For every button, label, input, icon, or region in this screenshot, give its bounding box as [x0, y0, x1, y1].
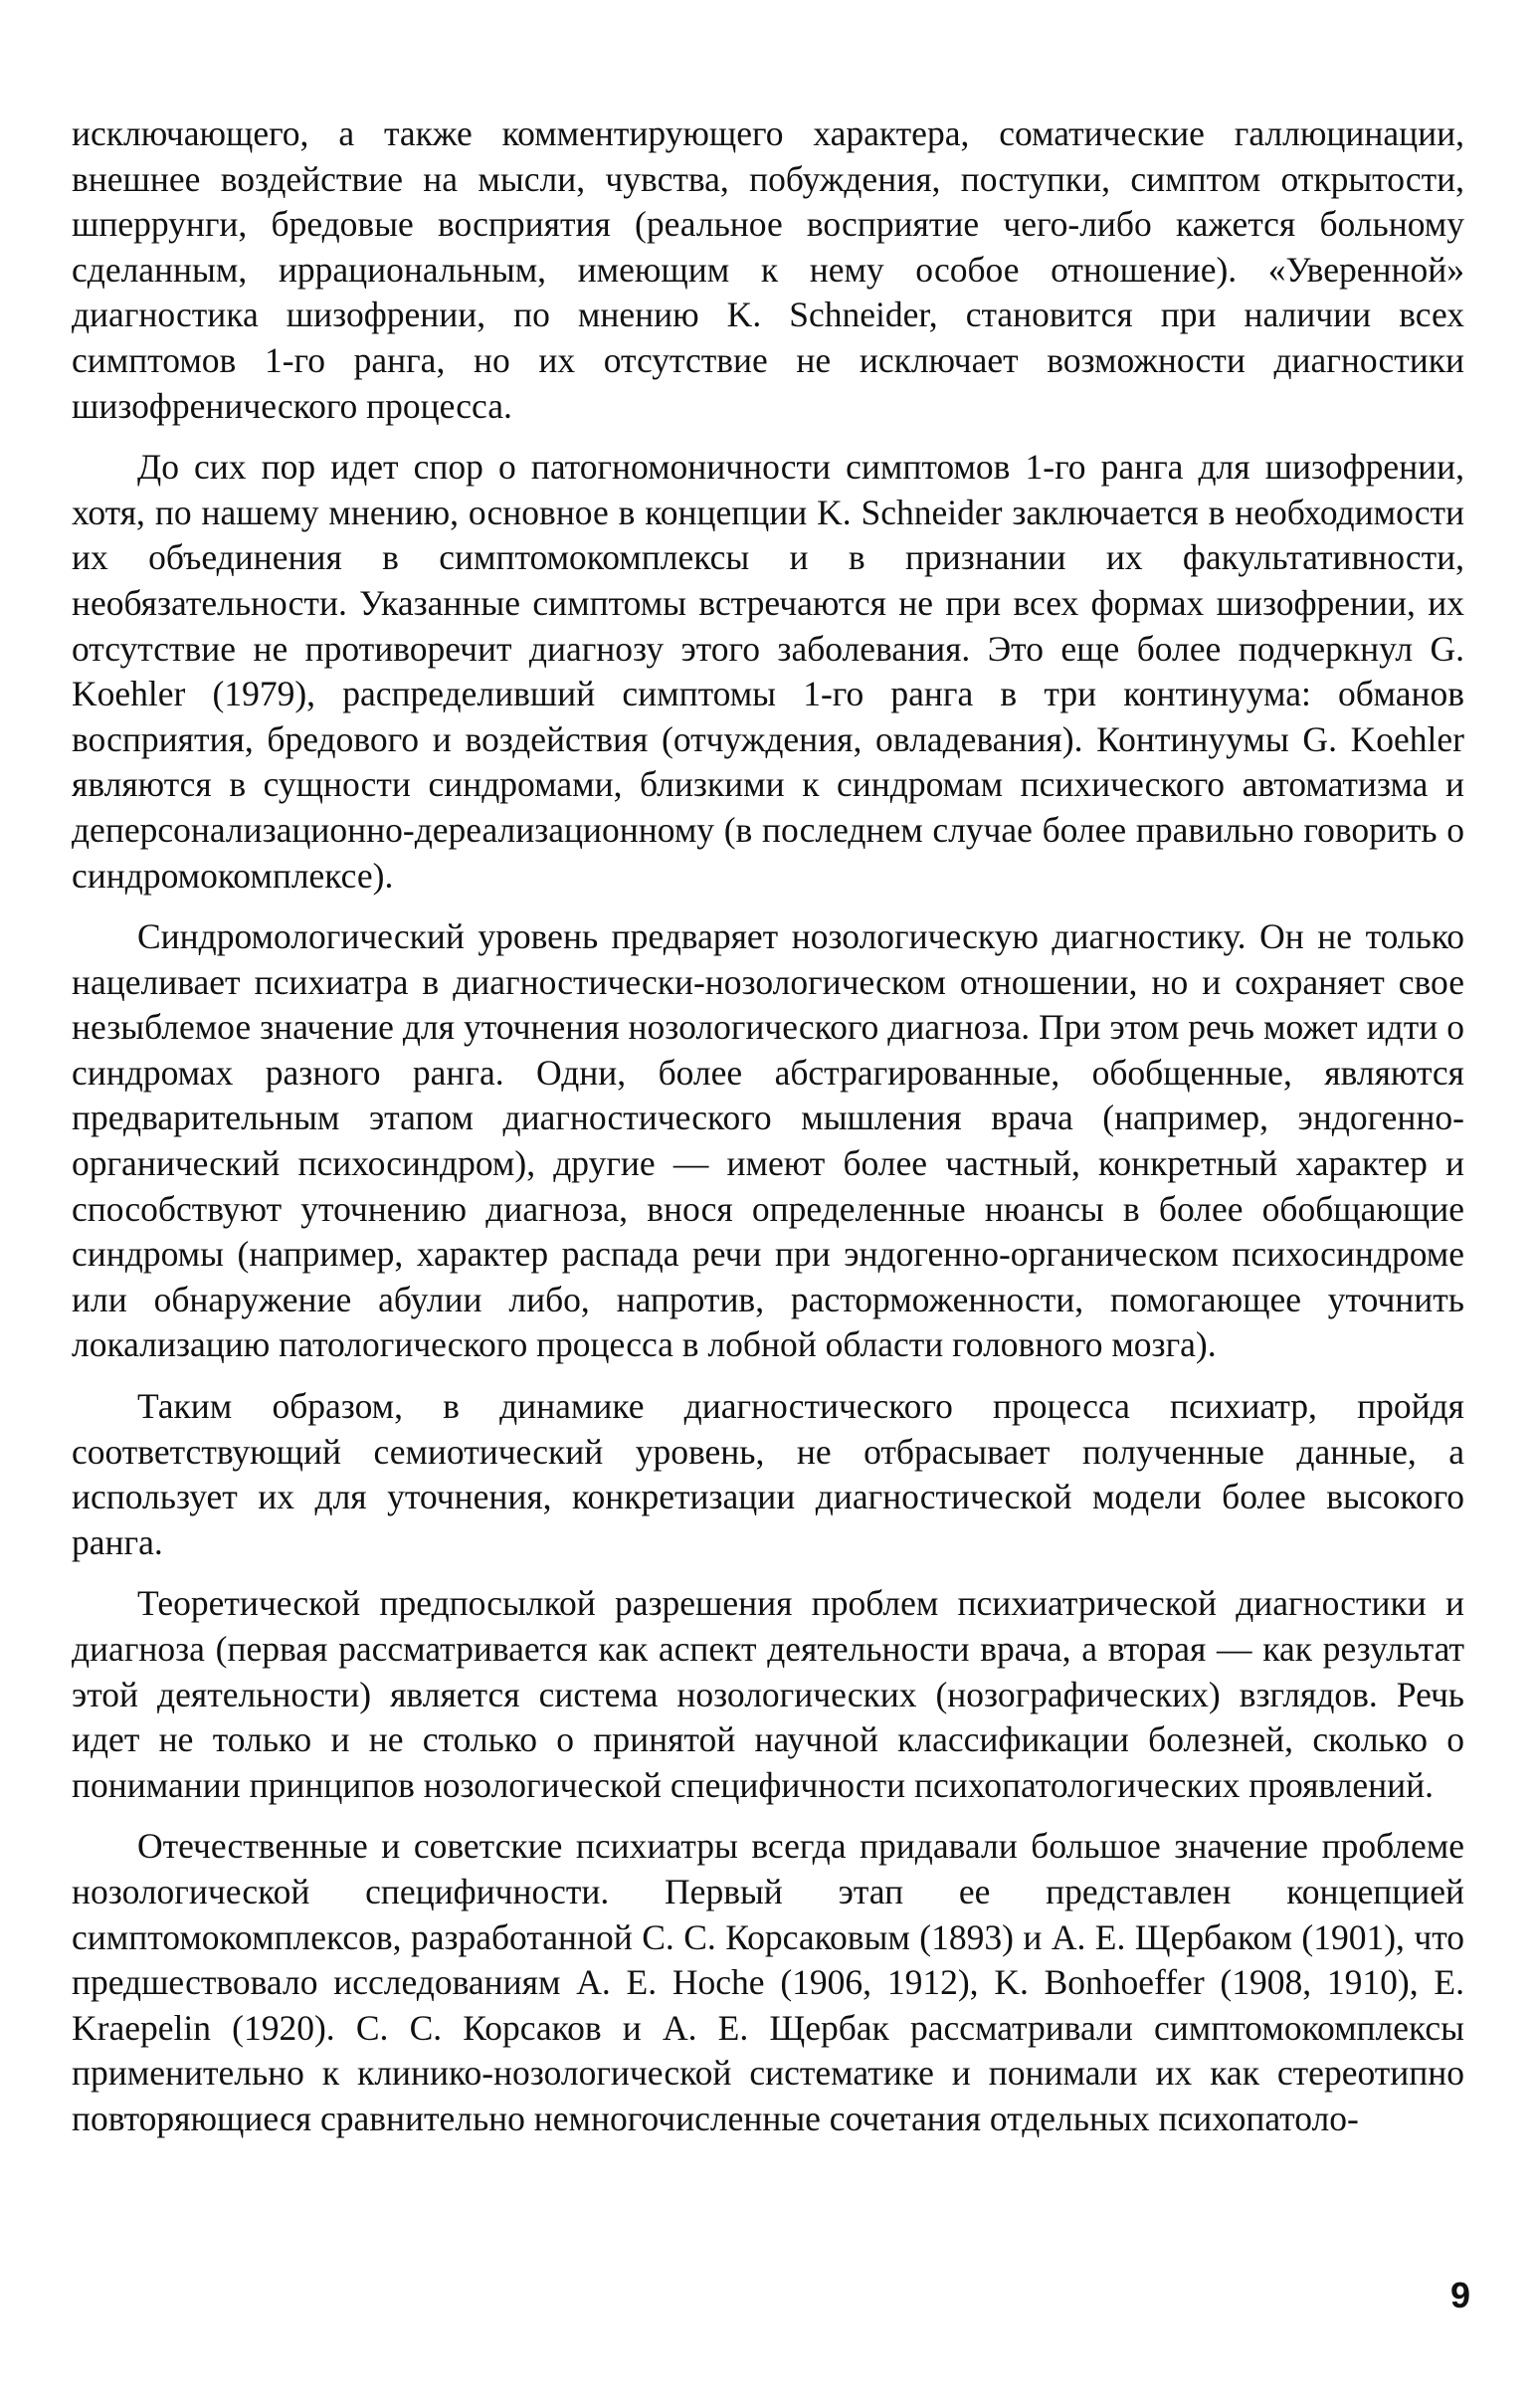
- page-body: [72, 111, 1464, 2158]
- paragraph-1: исключающего, а также комментирующего характера, соматические галлюцинации, внешнее воздействие на мысли, чувства, побуждения, поступки, симптом открытости, шперрунги, бредовые восприятия (реальное восприятие чего-либо кажется больному сделанным, иррациональным, имеющим к нему особое отношение). «Уверенной» диагностика шизофрении, по мнению K. Schneider, становится при наличии всех симптомов 1-го ранга, но их отсутствие не исключает возможности диагностики шизофренического процесса.: [72, 113, 1464, 426]
- paragraph-3: Синдромологический уровень предваряет нозологическую диагностику. Он не только нацеливает психиатра в диагностически-нозологическом отношении, но и сохраняет свое незыблемое значение для уточнения нозологического диагноза. При этом речь может идти о синдромах разного ранга. Одни, более абстрагированные, обобщенные, являются предварительным этапом диагностического мышления врача (например, эндогенно-органический психосиндром), другие — имеют более частный, конкретный характер и способствуют уточнению диагноза, внося определенные нюансы в более обобщающие синдромы (например, характер распада речи при эндогенно-органическом психосиндроме или обнаружение абулии либо, напротив, расторможенности, помогающее уточнить локализацию патологического процесса в лобной области головного мозга).: [72, 916, 1464, 1365]
- paragraph-2: До сих пор идет спор о патогномоничности симптомов 1-го ранга для шизофрении, хотя, по нашему мнению, основное в концепции K. Schneider заключается в необходимости их объединения в симптомокомплексы и в признании их факультативности, необязательности. Указанные симптомы встречаются не при всех формах шизофрении, их отсутствие не противоречит диагнозу этого заболевания. Это еще более подчеркнул G. Koehler (1979), распределивший симптомы 1-го ранга в три континуума: обманов восприятия, бредового и воздействия (отчуждения, овладевания). Континуумы G. Koehler являются в сущности синдромами, близкими к синдромам психического автоматизма и деперсонализационно-дереализационному (в последнем случае более правильно говорить о синдромокомплексе).: [72, 447, 1464, 896]
- paragraph-5: Теоретической предпосылкой разрешения проблем психиатрической диагностики и диагноза (первая рассматривается как аспект деятельности врача, а вторая — как результат этой деятельности) является система нозологических (нозографических) взглядов. Речь идет не только и не столько о принятой научной классификации болезней, сколько о понимании принципов нозологической специфичности психопатологических проявлений.: [72, 1583, 1464, 1805]
- paragraph-4: Таким образом, в динамике диагностического процесса психиатр, пройдя соответствующий семиотический уровень, не отбрасывает полученные данные, а использует их для уточнения, конкретизации диагностической модели более высокого ранга.: [72, 1386, 1464, 1562]
- page-number: 9: [1449, 2275, 1470, 2315]
- paragraph-6: Отечественные и советские психиатры всегда придавали большое значение проблеме нозологической специфичности. Первый этап ее представлен концепцией симптомокомплексов, разработанной С. С. Корсаковым (1893) и А. Е. Щербаком (1901), что предшествовало исследованиям A. E. Hoche (1906, 1912), K. Bonhoeffer (1908, 1910), E. Kraepelin (1920). С. С. Корсаков и А. Е. Щербак рассматривали симптомокомплексы применительно к клинико-нозологической систематике и понимали их как стереотипно повторяющиеся сравнительно немногочисленные сочетания отдельных психопатоло-: [72, 1826, 1464, 2138]
